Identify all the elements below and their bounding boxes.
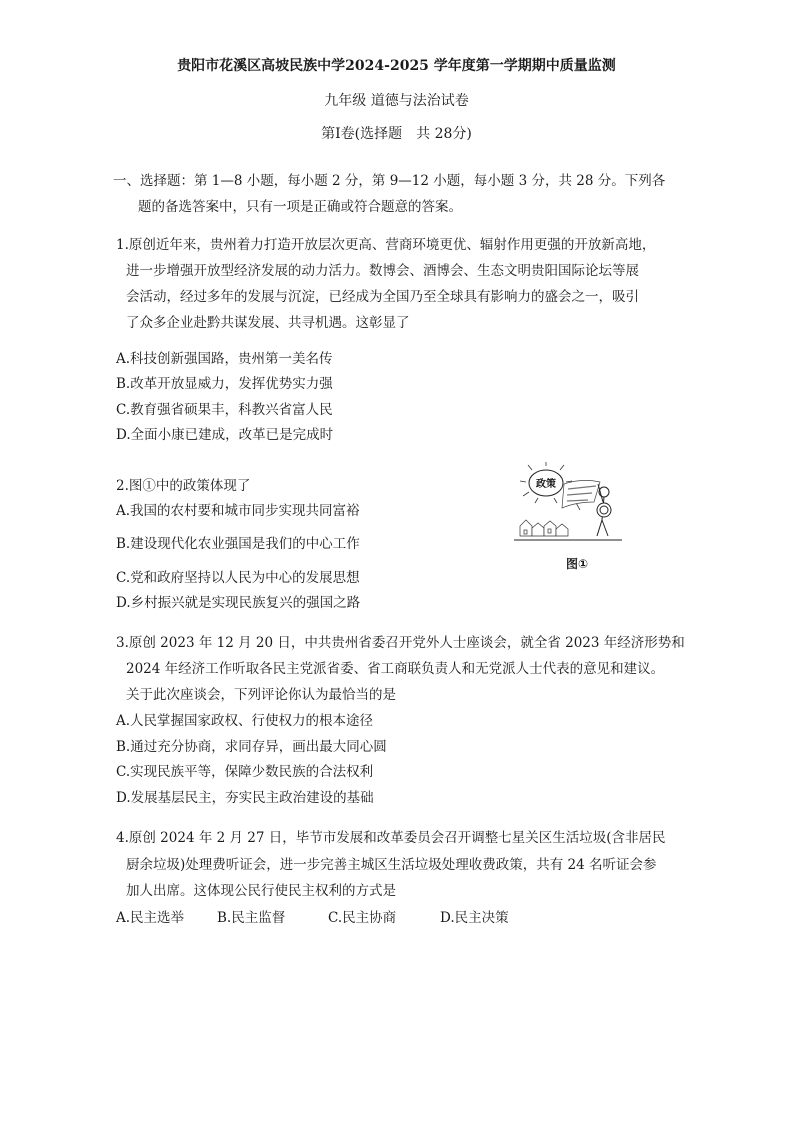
q1-option-d: D.全面小康已建成，改革已是完成时 xyxy=(116,427,334,443)
q1-line-4: 了众多企业赴黔共谋发展、共寻机遇。这彰显了 xyxy=(126,315,410,331)
q1-line-2: 进一步增强开放型经济发展的动力活力。数博会、酒博会、生态文明贵阳国际论坛等展 xyxy=(126,263,639,279)
q1-option-a: A.科技创新强国路，贵州第一美名传 xyxy=(116,351,333,367)
q4-line-3: 加人出席。这体现公民行使民主权利的方式是 xyxy=(126,883,396,899)
q3-option-c: C.实现民族平等，保障少数民族的合法权利 xyxy=(116,764,374,780)
q1-line-1: 1.原创近年来，贵州着力打造开放层次更高、营商环境更优、辐射作用更强的开放新高地， xyxy=(116,237,656,253)
q3-option-d: D.发展基层民主，夯实民主政治建设的基础 xyxy=(116,790,374,806)
q1-option-b: B.改革开放显威力，发挥优势实力强 xyxy=(116,376,333,392)
q4-line-1: 4.原创 2024 年 2 月 27 日，毕节市发展和改革委员会召开调整七星关区生活垃圾(含非居民 xyxy=(116,830,666,846)
q3-line-1: 3.原创 2023 年 12 月 20 日，中共贵州省委召开党外人士座谈会，就全省 2023 年经济形势和 xyxy=(116,635,685,651)
q4-line-2: 厨余垃圾)处理费听证会，进一步完善主城区生活垃圾处理收费政策，共有 24 名听证会参 xyxy=(126,857,657,873)
banner-icon xyxy=(562,480,600,508)
exam-title: 贵阳市花溪区高坡民族中学2024-2025 学年度第一学期期中质量监测 xyxy=(177,58,616,74)
q4-option-b: B.民主监督 xyxy=(217,910,286,926)
village-icon xyxy=(520,520,568,536)
farmer-icon xyxy=(597,484,611,536)
q4-option-c: C.民主协商 xyxy=(328,910,397,926)
q2-option-c: C.党和政府坚持以人民为中心的发展思想 xyxy=(116,570,360,586)
sun-label: 政策 xyxy=(536,479,556,490)
q1-line-3: 会活动，经过多年的发展与沉淀，已经成为全国乃至全球具有影响力的盛会之一，吸引 xyxy=(126,289,639,305)
q3-option-a: A.人民掌握国家政权、行使权力的根本途径 xyxy=(116,713,374,729)
q2-option-b: B.建设现代化农业强国是我们的中心工作 xyxy=(116,536,360,552)
q2-stem: 2.图①中的政策体现了 xyxy=(116,478,251,494)
figure-caption: 图① xyxy=(566,557,589,571)
q4-option-a: A.民主选举 xyxy=(116,910,185,926)
q2-option-a: A.我国的农村要和城市同步实现共同富裕 xyxy=(116,503,360,519)
q2-option-d: D.乡村振兴就是实现民族复兴的强国之路 xyxy=(116,595,361,611)
q1-option-c: C.教育强省硕果丰，科教兴省富人民 xyxy=(116,402,333,418)
instructions-line-2: 题的备选答案中，只有一项是正确或符合题意的答案。 xyxy=(138,199,462,215)
q3-line-3: 关于此次座谈会，下列评论你认为最恰当的是 xyxy=(126,687,396,703)
policy-cartoon-figure xyxy=(512,462,624,562)
exam-subtitle: 九年级 道德与法治试卷 xyxy=(324,93,469,109)
q3-option-b: B.通过充分协商，求同存异，画出最大同心圆 xyxy=(116,739,387,755)
section-heading: 第Ⅰ卷(选择题 共 28分) xyxy=(321,126,472,142)
instructions-line-1: 一、选择题：第 1—8 小题，每小题 2 分，第 9—12 小题，每小题 3 分，共 28 分。下列各 xyxy=(113,173,666,189)
q3-line-2: 2024 年经济工作听取各民主党派省委、省工商联负责人和无党派人士代表的意见和建议。 xyxy=(126,661,665,677)
q4-option-d: D.民主决策 xyxy=(440,910,509,926)
